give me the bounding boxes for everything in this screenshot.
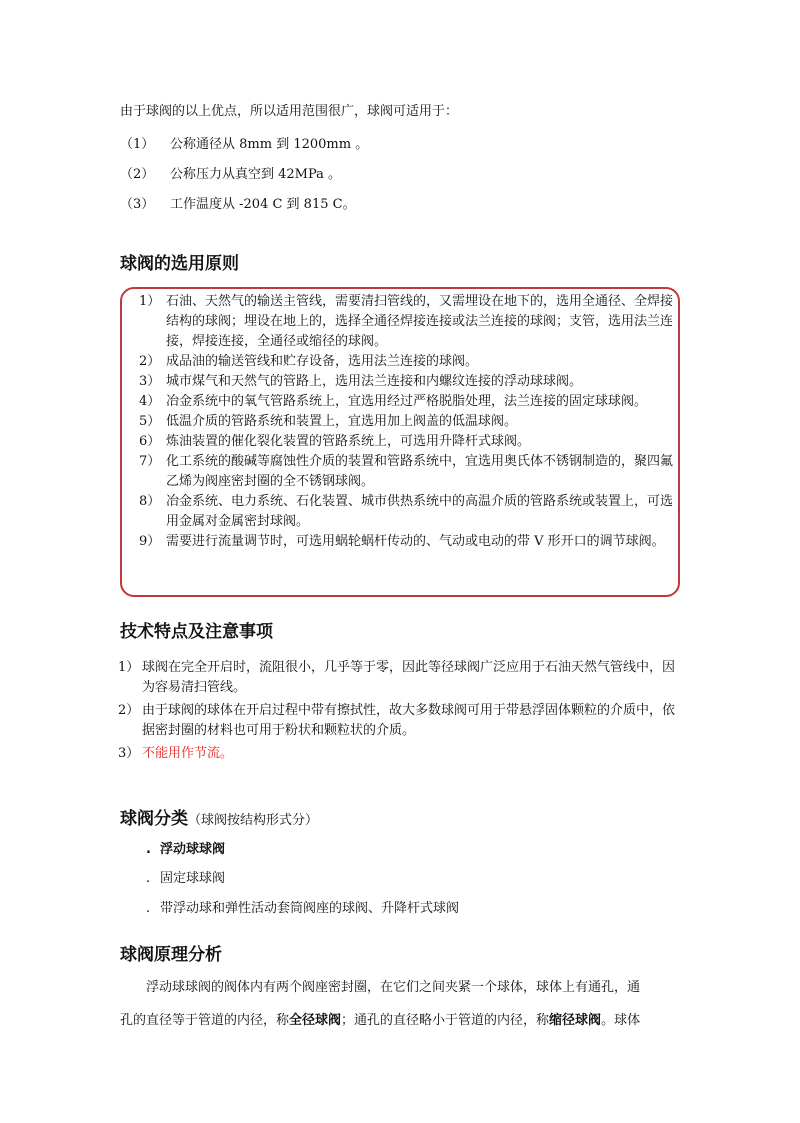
selection-list [139,292,674,552]
bullet-dot: . [146,842,151,857]
list-item-text: 城市煤气和天然气的管路上，选用法兰连接和内螺纹连接的浮动球球阀。 [166,374,583,389]
intro-text: 由于球阀的以上优点，所以适用范围很广，球阀可适用于： [120,104,459,119]
text-run: ；通孔的直径略小于管道的内径，称 [341,1013,550,1028]
term-full-bore: 全径球阀 [289,1013,342,1028]
list-item [118,744,683,764]
condition-text: 工作温度从 -204 C 到 815 C。 [170,197,356,212]
class-title: 球阀分类 [120,809,188,829]
condition-number: （1） [120,137,155,152]
list-item-text: 冶金系统中的氧气管路系统上，宜选用经过严格脱脂处理，法兰连接的固定球球阀。 [166,394,648,409]
list-item [118,658,683,698]
list-item-number: 9） [139,534,161,549]
class-item [146,870,225,888]
list-item-number: 4） [139,394,161,409]
list-item [139,352,674,372]
text-run: 孔的直径等于管道的内径，称 [120,1013,290,1028]
list-item-text: 石油、天然气的输送主管线，需要清扫管线的，又需埋设在地下的，选用全通径、全焊接结构的球阀；埋设在地上的，选择全通径焊接连接或法兰连接的球阀；支管，选用法兰连接，焊接连接，全通径或缩径的球阀。 [166,294,674,349]
term-reduced-bore: 缩径球阀 [549,1013,602,1028]
list-item [139,292,674,352]
list-item-text: 球阀在完全开启时，流阻很小，几乎等于零，因此等径球阀广泛应用于石油天然气管线中，因为容易清扫管线。 [142,660,676,695]
tech-heading: 技术特点及注意事项 [120,622,273,642]
tech-list [118,658,683,767]
list-item-text: 冶金系统、电力系统、石化装置、城市供热系统中的高温介质的管路系统或装置上，可选用金属对金属密封球阀。 [166,494,674,529]
class-item-text: 浮动球球阀 [160,842,226,857]
class-item-text: 带浮动球和弹性活动套筒阀座的球阀、升降杆式球阀 [160,901,460,916]
condition-2 [120,166,341,184]
list-item [139,372,674,392]
list-item [139,492,674,532]
condition-number: （3） [120,197,155,212]
principle-heading: 球阀原理分析 [120,945,222,965]
list-item [139,532,674,552]
list-item [139,452,674,492]
condition-3 [120,196,356,214]
condition-number: （2） [120,167,155,182]
condition-text: 公称压力从真空到 42MPa 。 [170,167,342,182]
class-heading [120,808,318,832]
list-item-text: 化工系统的酸碱等腐蚀性介质的装置和管路系统中，宜选用奥氏体不锈钢制造的，聚四氟乙烯为阀座密封圈的全不锈钢球阀。 [166,454,674,489]
class-item-text: 固定球球阀 [160,871,226,886]
list-item-text: 需要进行流量调节时，可选用蜗轮蜗杆传动的、气动或电动的带 V 形开口的调节球阀。 [166,534,665,549]
list-item [118,701,683,741]
list-item-number: 2） [118,703,140,718]
condition-text: 公称通径从 8mm 到 1200mm 。 [170,137,369,152]
list-item-number: 1） [118,660,140,675]
selection-heading: 球阀的选用原则 [120,254,239,274]
class-subtitle: （球阀按结构形式分） [188,813,319,828]
list-item-number: 6） [139,434,161,449]
bullet-dot: . [146,871,151,886]
list-item-number: 7） [139,454,161,469]
list-item-text: 成品油的输送管线和贮存设备，选用法兰连接的球阀。 [166,354,479,369]
list-item-number: 5） [139,414,161,429]
list-item-text: 由于球阀的球体在开启过程中带有擦拭性，故大多数球阀可用于带悬浮固体颗粒的介质中，依据密封圈的材料也可用于粉状和颗粒状的介质。 [142,703,676,738]
class-item [146,900,459,918]
list-item-number: 2） [139,354,161,369]
warning-text: 不能用作节流。 [142,746,234,761]
class-item [146,841,225,859]
list-item [139,412,674,432]
principle-paragraph [120,977,682,1032]
paragraph-line: 浮动球球阀的阀体内有两个阀座密封圈，在它们之间夹紧一个球体，球体上有通孔，通 [146,980,641,995]
bullet-dot: . [146,901,151,916]
list-item-text: 炼油装置的催化裂化装置的管路系统上，可选用升降杆式球阀。 [166,434,531,449]
list-item [139,432,674,452]
condition-1 [120,136,368,154]
text-run: 。球体 [601,1013,641,1028]
list-item-number: 8） [139,494,161,509]
list-item-number: 3） [118,746,140,761]
paragraph-line [120,1010,682,1032]
list-item [139,392,674,412]
list-item-number: 1） [139,294,161,309]
list-item-text: 低温介质的管路系统和装置上，宜选用加上阀盖的低温球阀。 [166,414,518,429]
list-item-number: 3） [139,374,161,389]
